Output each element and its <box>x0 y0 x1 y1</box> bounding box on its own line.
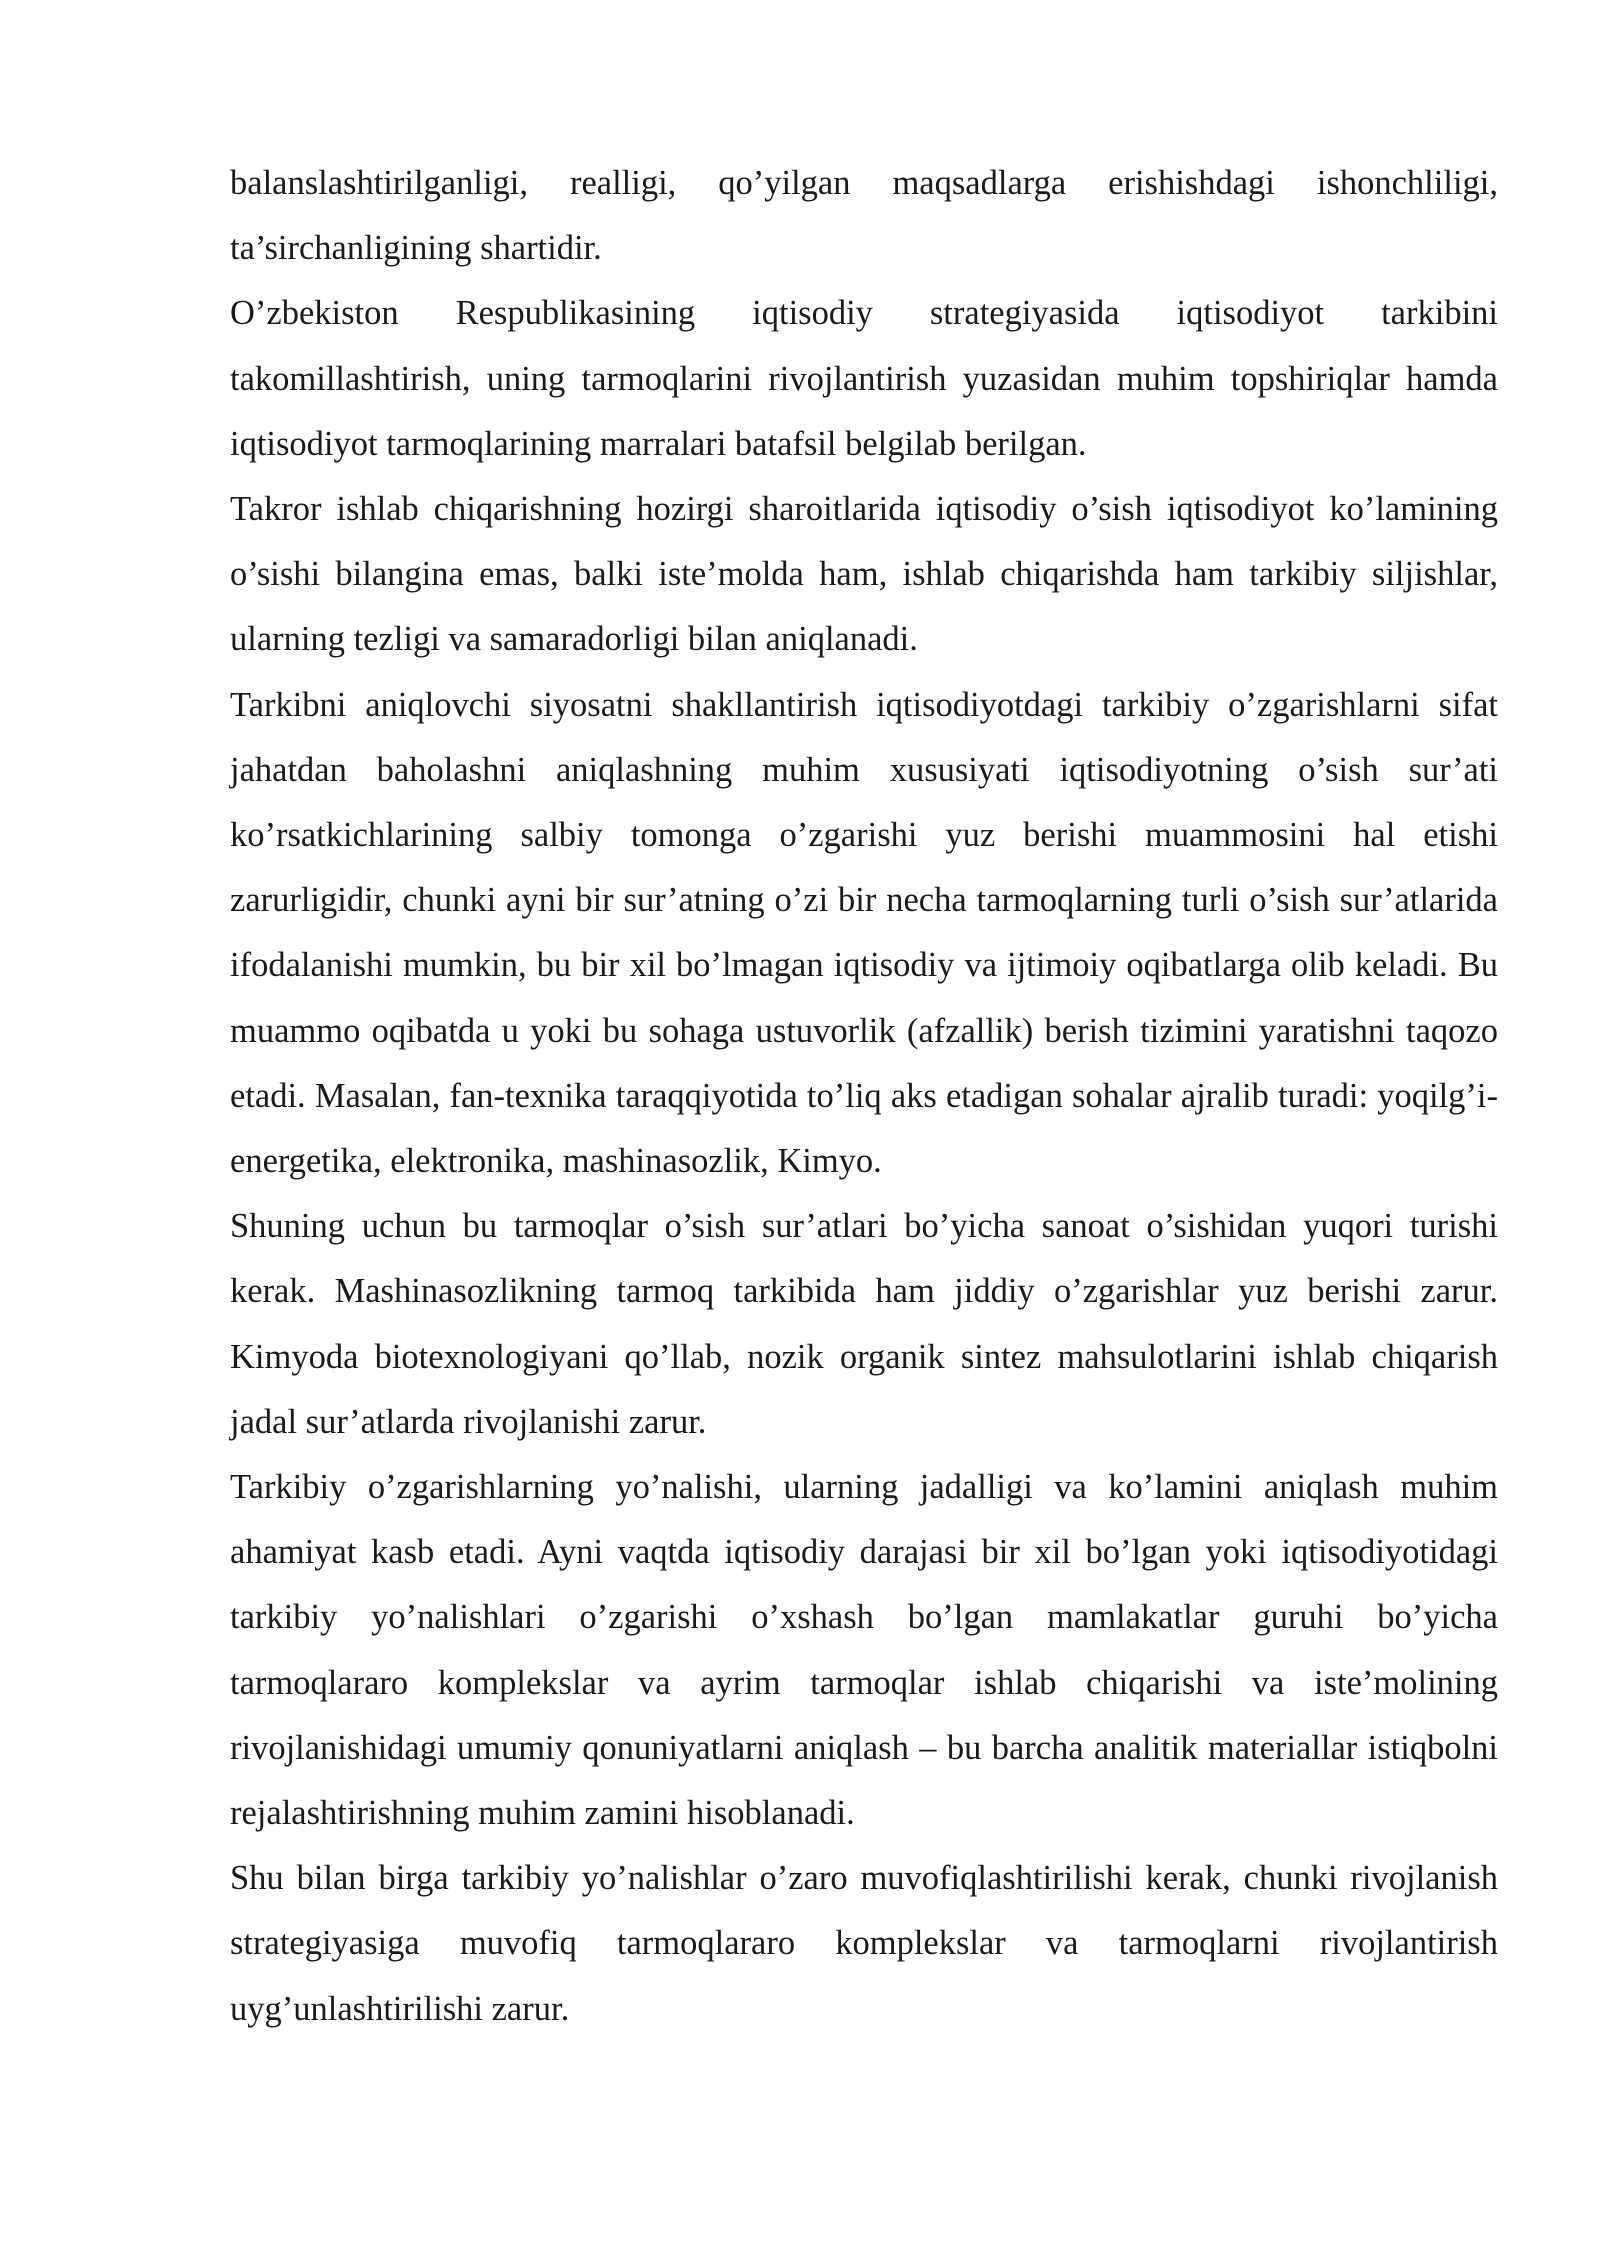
paragraph-3: Takror ishlab chiqarishning hozirgi sharoitlarida iqtisodiy o’sish iqtisodiyot ko’lamining o’sishi bilangina emas, balki iste’molda ham, ishlab chiqarishda ham tarkibiy siljishlar, ularning tezligi va samaradorligi bilan aniqlanadi. <box>230 490 1498 659</box>
paragraph-7: Shu bilan birga tarkibiy yo’nalishlar o’zaro muvofiqlashtirilishi kerak, chunki rivojlanish strategiyasiga muvofiq tarmoqlararo komplekslar va tarmoqlarni rivojlantirish uyg’unlashtirilishi zarur. <box>230 1859 1498 2028</box>
paragraph-5: Shuning uchun bu tarmoqlar o’sish sur’atlari bo’yicha sanoat o’sishidan yuqori turishi kerak. Mashinasozlikning tarmoq tarkibida ham jiddiy o’zgarishlar yuz berishi zarur. Kimyoda biotexnologiyani qo’llab, nozik organik sintez mahsulotlarini ishlab chiqarish jadal sur’atlarda rivojlanishi zarur. <box>230 1207 1498 1441</box>
document-body <box>230 151 1498 2042</box>
paragraph-4: Tarkibni aniqlovchi siyosatni shakllantirish iqtisodiyotdagi tarkibiy o’zgarishlarni sifat jahatdan baholashni aniqlashning muhim xususiyati iqtisodiyotning o’sish sur’ati ko’rsatkichlarining salbiy tomonga o’zgarishi yuz berishi muammosini hal etishi zarurligidir, chunki ayni bir sur’atning o’zi bir necha tarmoqlarning turli o’sish sur’atlarida ifodalanishi mumkin, bu bir xil bo’lmagan iqtisodiy va ijtimoiy oqibatlarga olib keladi. Bu muammo oqibatda u yoki bu sohaga ustuvorlik (afzallik) berish tizimini yaratishni taqozo etadi. Masalan, fan-texnika taraqqiyotida to’liq aks etadigan sohalar ajralib turadi: yoqilg’i-energetika, elektronika, mashinasozlik, Kimyo. <box>230 685 1498 1181</box>
paragraph-2: O’zbekiston Respublikasining iqtisodiy strategiyasida iqtisodiyot tarkibini takomillashtirish, uning tarmoqlarini rivojlantirish yuzasidan muhim topshiriqlar hamda iqtisodiyot tarmoqlarining marralari batafsil belgilab berilgan. <box>230 294 1498 463</box>
paragraph-6: Tarkibiy o’zgarishlarning yo’nalishi, ularning jadalligi va ko’lamini aniqlash muhim ahamiyat kasb etadi. Ayni vaqtda iqtisodiy darajasi bir xil bo’lgan yoki iqtisodiyotidagi tarkibiy yo’nalishlari o’zgarishi o’xshash bo’lgan mamlakatlar guruhi bo’yicha tarmoqlararo komplekslar va ayrim tarmoqlar ishlab chiqarishi va iste’molining rivojlanishidagi umumiy qonuniyatlarni aniqlash – bu barcha analitik materiallar istiqbolni rejalashtirishning muhim zamini hisoblanadi. <box>230 1468 1498 1833</box>
paragraph-1: balanslashtirilganligi, realligi, qo’yilgan maqsadlarga erishishdagi ishonchliligi, ta’sirchanligining shartidir. <box>230 164 1498 268</box>
